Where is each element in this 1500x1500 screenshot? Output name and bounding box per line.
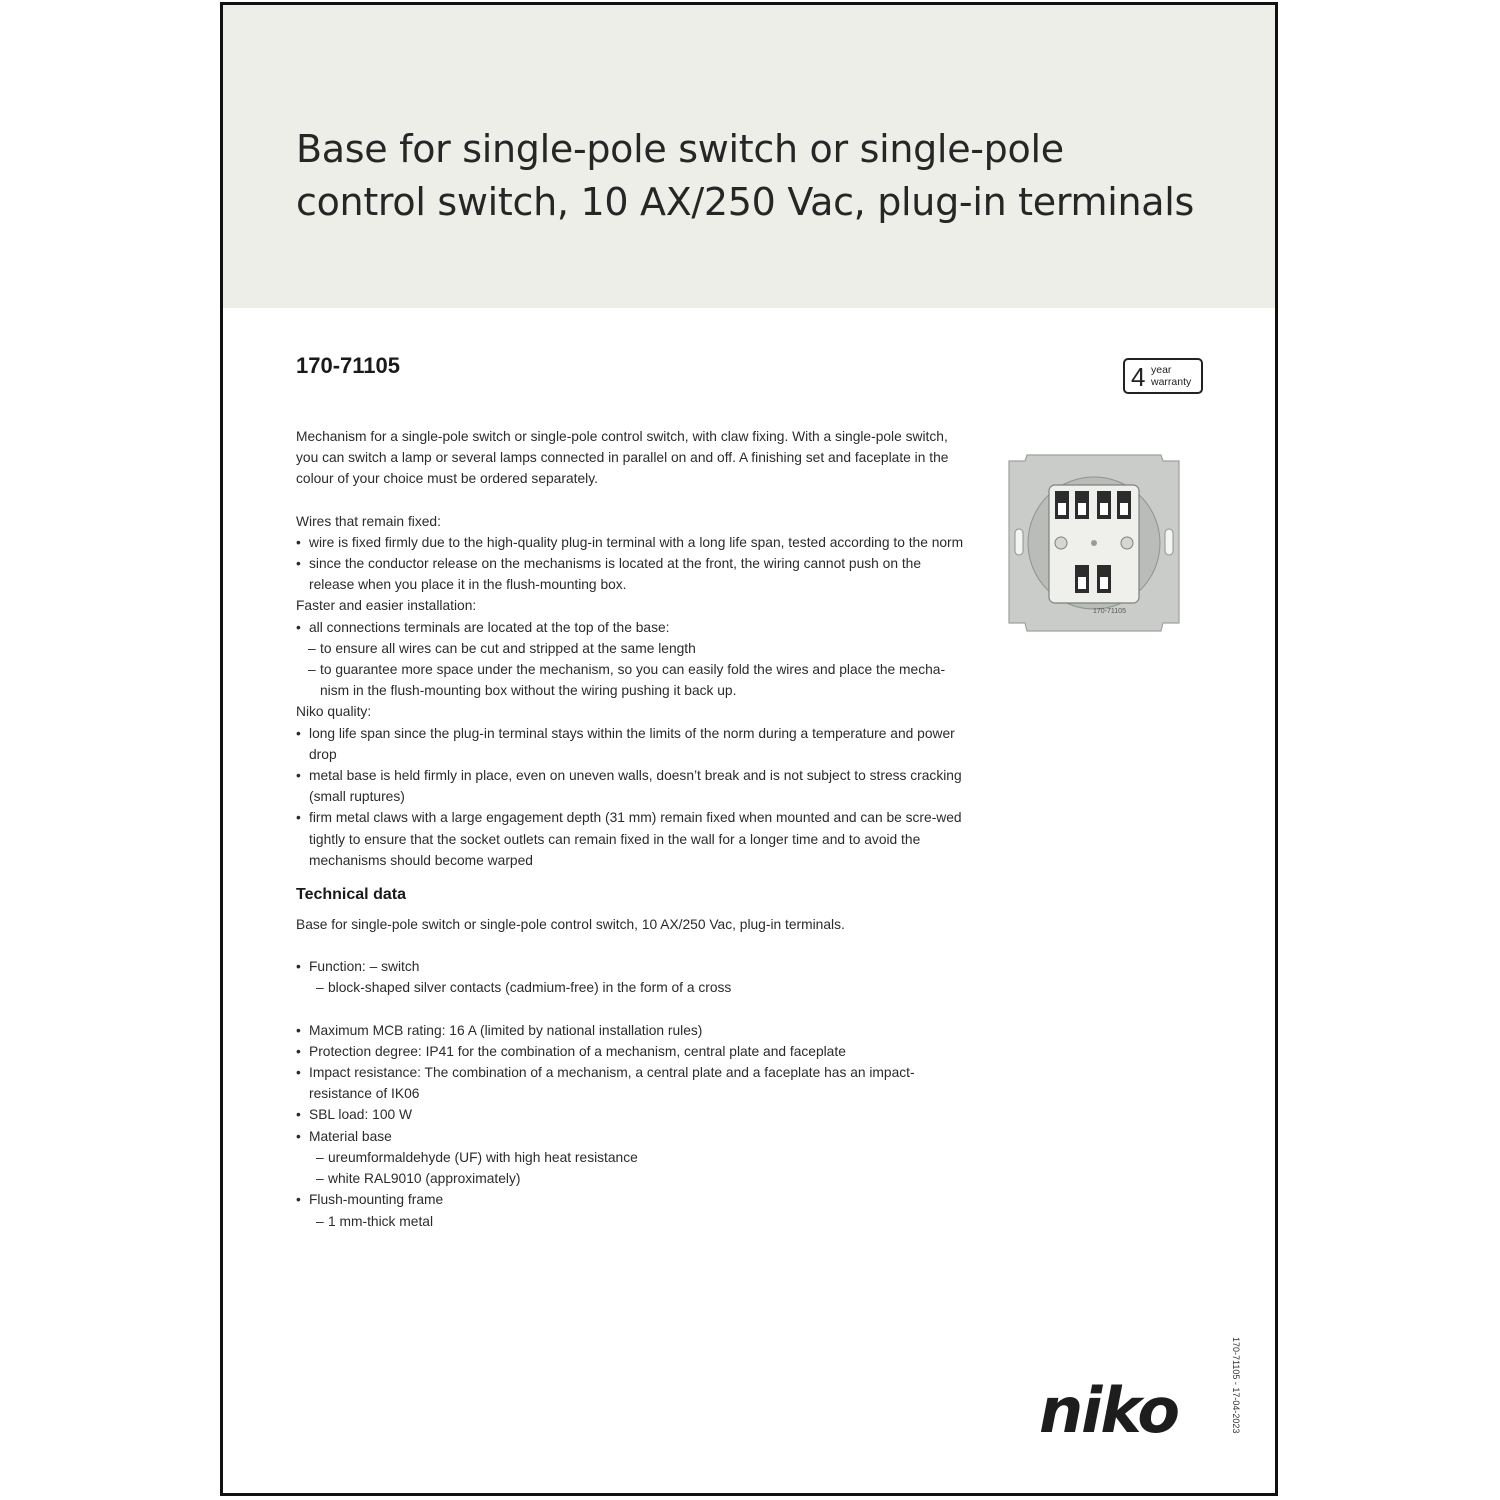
intro-paragraph: Mechanism for a single-pole switch or single-pole control switch, with claw fixing. With a single-pole switch, you can switch a lamp or several lamps connected in parallel on and off. A finishing set and faceplate in the colour of your choice must be ordered separately. <box>296 429 949 487</box>
list-item: • metal base is held firmly in place, even on uneven walls, doesn’t break and is not subject to stress cracking (small ruptures) <box>296 768 962 805</box>
sub-list-item: – to guarantee more space under the mechanism, so you can easily fold the wires and place the mecha-nism in the flush-mounting box without the wiring pushing it back up. <box>308 662 946 699</box>
document-id: 170-71105 - 17-04-2023 <box>1231 1337 1241 1434</box>
sub-list-item: – to ensure all wires can be cut and stripped at the same length <box>308 640 696 656</box>
list-item: • all connections terminals are located at the top of the base: <box>296 619 670 635</box>
sub-list-item: – 1 mm-thick metal <box>316 1213 434 1229</box>
wires-heading: Wires that remain fixed: <box>296 513 441 529</box>
list-item: • firm metal claws with a large engagement depth (31 mm) remain fixed when mounted and can be scre-wed tightly to ensure that the socket outlets can remain fixed in the wall for a longer time and to avoid the mechanisms should become warped <box>296 810 962 868</box>
warranty-years: 4 <box>1131 362 1146 392</box>
list-item: • Flush-mounting frame <box>296 1192 444 1208</box>
warranty-line-2: warranty <box>1151 376 1192 388</box>
sub-list-item: – ureumformaldehyde (UF) with high heat resistance <box>316 1149 638 1165</box>
sub-list-item: – white RAL9010 (approximately) <box>316 1171 521 1187</box>
installation-heading: Faster and easier installation: <box>296 598 477 614</box>
list-item: • since the conductor release on the mechanisms is located at the front, the wiring cannot push on the release when you place it in the flush-mounting box. <box>296 556 922 593</box>
header-band <box>223 5 1275 308</box>
page-title: Base for single-pole switch or single-pole control switch, 10 AX/250 Vac, plug-in terminals <box>296 127 1194 224</box>
description <box>296 426 966 1232</box>
sub-list-item: – block-shaped silver contacts (cadmium-free) in the form of a cross <box>316 980 732 996</box>
list-item: • long life span since the plug-in terminal stays within the limits of the norm during a temperature and power drop <box>296 725 955 762</box>
list-item: • SBL load: 100 W <box>296 1107 413 1123</box>
technical-data-heading: Technical data <box>296 886 406 904</box>
quality-heading: Niko quality: <box>296 704 372 720</box>
datasheet-page <box>220 2 1278 1496</box>
list-item: • Protection degree: IP41 for the combination of a mechanism, central plate and faceplate <box>296 1043 846 1059</box>
warranty-badge <box>1123 358 1203 394</box>
list-item: • wire is fixed firmly due to the high-quality plug-in terminal with a long life span, tested according to the norm <box>296 534 964 550</box>
niko-logo: niko <box>1039 1374 1179 1447</box>
product-photo-icon <box>1005 451 1183 635</box>
product-photo-label: 170-71105 <box>1093 608 1126 615</box>
list-item: • Impact resistance: The combination of a mechanism, a central plate and a faceplate has an impact-resistance of IK06 <box>296 1065 915 1102</box>
list-item: • Function: – switch <box>296 959 420 975</box>
article-number: 170-71105 <box>296 353 400 378</box>
list-item: • Material base <box>296 1128 392 1144</box>
warranty-line-1: year <box>1151 364 1172 376</box>
list-item: • Maximum MCB rating: 16 A (limited by national installation rules) <box>296 1022 703 1038</box>
technical-summary: Base for single-pole switch or single-pole control switch, 10 AX/250 Vac, plug-in terminals. <box>296 917 845 933</box>
